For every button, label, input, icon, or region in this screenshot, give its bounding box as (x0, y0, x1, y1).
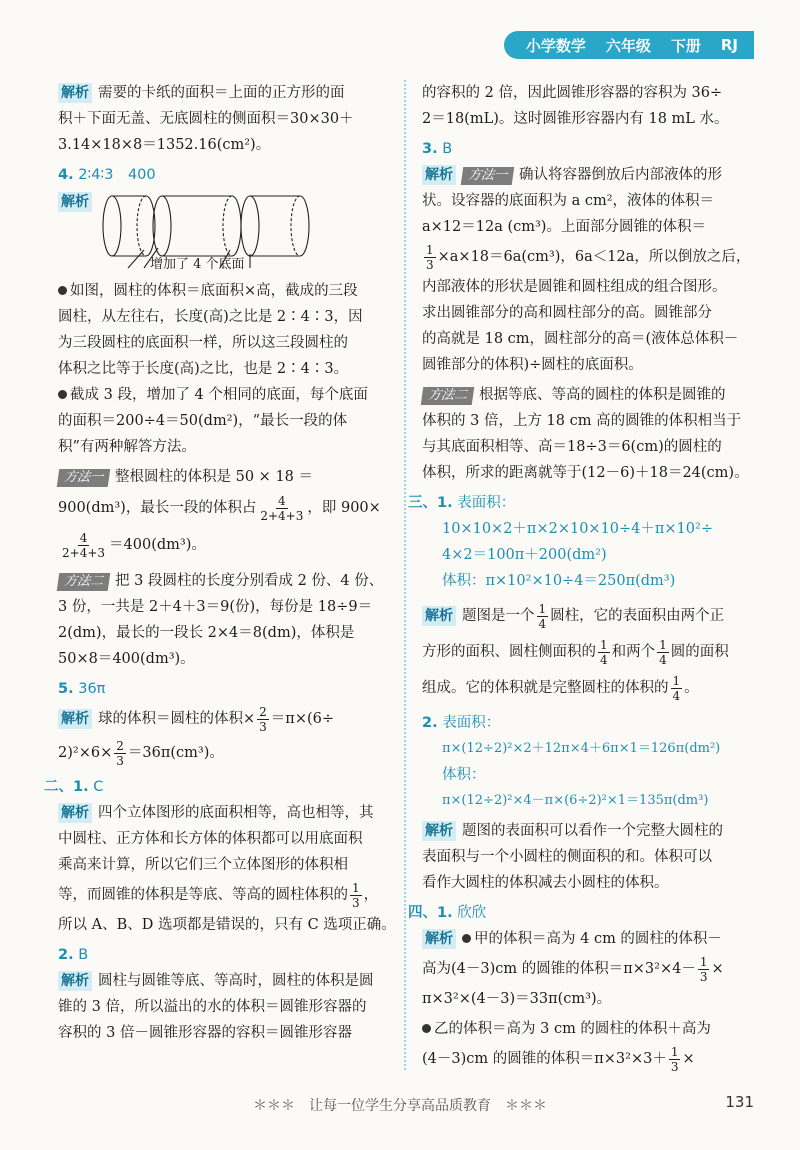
fraction: $\frac{1}{4}$ (538, 601, 547, 631)
text-line: 体积的 3 倍，上方 18 cm 高的圆锥的体积相当于 (422, 413, 742, 429)
section-3-q2: 2. 表面积： (422, 715, 501, 731)
jiexi-tag: 解析 (422, 606, 456, 626)
left-column (44, 80, 396, 1046)
text-line: 状。设容器的底面积为 a cm²，液体的体积＝ (422, 193, 715, 209)
fraction: $\frac{1}{3}$ (352, 880, 360, 910)
header-subject: 小学数学 (525, 36, 586, 55)
question-3: 3. B (422, 141, 453, 157)
header-term: 下册 (670, 36, 701, 55)
text-line: 解析 需要的卡纸的面积＝上面的正方形的面 (58, 80, 396, 106)
formula-line: π×(12÷2)²×4－π×(6÷2)²×1＝135π(dm³) (442, 793, 709, 808)
text-line: 方法二 根据等底、等高的圆柱的体积是圆锥的 (422, 382, 766, 408)
text-line: 体积之比等于长度(高)之比，也是 2∶4∶3。 (58, 361, 349, 377)
text-line: 所以 A、B、D 选项都是错误的，只有 C 选项正确。 (58, 917, 396, 933)
text-line: 解析 方法一 确认将容器倒放后内部液体的形 (422, 162, 766, 188)
jiexi-tag: 解析 (58, 192, 92, 212)
bullet-icon (422, 1024, 431, 1033)
text-line: 内部液体的形状是圆锥和圆柱组成的组合图形。 (422, 279, 727, 295)
fraction: $\frac{1}{4}$ (600, 637, 608, 667)
column-divider (404, 80, 406, 1070)
page-number: 131 (725, 1093, 754, 1111)
text-line: 解析 四个立体图形的底面积相等，高也相等，其 (58, 800, 396, 826)
right-column (408, 80, 766, 1076)
text-line: 乙的体积＝高为 3 cm 的圆柱的体积＋高为 (422, 1016, 766, 1042)
section-4-q1: 四、1. 欣欣 (408, 905, 487, 921)
text-line: 为三段圆柱的底面积一样，所以这三段圆柱的 (58, 335, 348, 351)
text-line: 的面积＝200÷4＝50(dm²)，“最长一段的体 (58, 413, 348, 429)
text-line: 解析 题图是一个 $\frac{1}{4}$ 圆柱，它的表面积由两个正 (422, 598, 766, 634)
fraction: $\frac{4}{2+4+3}$ (260, 493, 304, 523)
method-2-tag: 方法二 (421, 387, 475, 405)
text-line: 容积的 3 倍－圆锥形容器的容积＝圆锥形容器 (58, 1025, 352, 1041)
text-line: 看作大圆柱的体积减去小圆柱的体积。 (422, 875, 669, 891)
text-line: 解析 球的体积＝圆柱的体积× $\frac{2}{3}$ ＝π×(6÷ (58, 702, 396, 736)
text-line: 乘高来计算，所以它们三个立体图形的体积相 (58, 857, 348, 873)
text-line: 2)²×6× $\frac{2}{3}$ ＝36π(cm³)。 (58, 738, 224, 768)
footer-slogan: ＊＊＊ 让每一位学生分享高品质教育 ＊＊＊ (253, 1098, 547, 1114)
fraction: $\frac{4}{2+4+3}$ (62, 530, 106, 560)
bullet-icon (58, 286, 67, 295)
jiexi-tag: 解析 (58, 83, 92, 103)
method-1-tag: 方法一 (57, 469, 111, 487)
fraction: $\frac{1}{3}$ (426, 242, 434, 272)
text-line: 组成。它的体积就是完整圆柱的体积的 $\frac{1}{4}$ 。 (422, 673, 699, 703)
text-line: $\frac{1}{3}$ ×a×18＝6a(cm³)，6a＜12a，所以倒放之后， (426, 242, 751, 272)
text-line: 解析 甲的体积＝高为 4 cm 的圆柱的体积－ (422, 926, 766, 952)
text-line: 解析 题图的表面积可以看作一个完整大圆柱的 (422, 818, 766, 844)
text-line: 截成 3 段，增加了 4 个相同的底面，每个底面 (58, 382, 396, 408)
text-line: 的容积的 2 倍，因此圆锥形容器的容积为 36÷ (422, 85, 723, 101)
formula-line: 体积： (442, 767, 486, 783)
fraction: $\frac{1}{3}$ (670, 1044, 679, 1074)
text-line: 圆柱，从左往右，长度(高)之比是 2∶4∶3，因 (58, 309, 363, 325)
text-line: 与其底面积相等、高＝18÷3＝6(cm)的圆柱的 (422, 439, 722, 455)
question-4: 4. 2∶4∶3 400 (58, 167, 156, 183)
text-line: 积”有两种解答方法。 (58, 439, 196, 455)
text-line: 解析 圆柱与圆锥等底、等高时，圆柱的体积是圆 (58, 968, 396, 994)
figure-caption: 增加了 4 个底面 (150, 257, 245, 272)
text-line: 中圆柱、正方体和长方体的体积都可以用底面积 (58, 831, 363, 847)
bullet-icon (58, 390, 67, 399)
formula-line: 体积：π×10²×10÷4＝250π(dm³) (442, 573, 676, 589)
text-line: $\frac{4}{2+4+3}$ ＝400(dm³)。 (62, 530, 206, 560)
text-line: 3 份，一共是 2＋4＋3＝9(份)，每份是 18÷9＝ (58, 599, 373, 615)
section-2-q2: 2. B (58, 947, 89, 963)
text-line: 锥的 3 倍，所以溢出的水的体积＝圆锥形容器的 (58, 999, 367, 1015)
text-line: 2(dm)，最长的一段长 2×4＝8(dm)，体积是 (58, 625, 355, 641)
text-line: (4－3)cm 的圆锥的体积＝π×3²×3＋ $\frac{1}{3}$ × (422, 1044, 695, 1074)
fraction: $\frac{1}{3}$ (699, 954, 708, 984)
header-banner (504, 31, 754, 59)
jiexi-tag: 解析 (58, 803, 92, 823)
text-line: 高为(4－3)cm 的圆锥的体积＝π×3²×4－ $\frac{1}{3}$ × (422, 954, 724, 984)
method-2-tag: 方法二 (57, 573, 111, 591)
formula-line: π×(12÷2)²×2＋12π×4＋6π×1＝126π(dm²) (442, 741, 721, 756)
text-line: 900(dm³)，最长一段的体积占 $\frac{4}{2+4+3}$ ，即 900× (58, 493, 381, 523)
fraction: $\frac{1}{4}$ (659, 637, 667, 667)
text-line: π×3²×(4－3)＝33π(cm³)。 (422, 991, 612, 1007)
header-edition: RJ (720, 36, 738, 54)
jiexi-tag: 解析 (58, 971, 92, 991)
jiexi-tag: 解析 (422, 929, 456, 949)
section-2-q1: 二、1. C (44, 779, 104, 795)
section-3-q1: 三、1. 表面积： (408, 495, 516, 511)
text-line: 方法二 把 3 段圆柱的长度分别看成 2 份、4 份、 (58, 568, 396, 594)
jiexi-tag: 解析 (58, 709, 92, 729)
text-line: 的高就是 18 cm，圆柱部分的高＝(液体总体积－ (422, 331, 739, 347)
header-grade: 六年级 (605, 36, 651, 55)
text-line: 2＝18(mL)。这时圆锥形容器内有 18 mL 水。 (422, 111, 729, 127)
formula-line: 4×2＝100π＋200(dm²) (442, 547, 607, 563)
text-line: 50×8＝400(dm³)。 (58, 651, 195, 667)
text-line: 3.14×18×8＝1352.16(cm²)。 (58, 137, 271, 153)
fraction: $\frac{1}{4}$ (672, 673, 681, 703)
jiexi-tag: 解析 (422, 821, 456, 841)
text-line: 积＋下面无盖、无底圆柱的侧面积＝30×30＋ (58, 111, 354, 127)
formula-line: 10×10×2＋π×2×10×10÷4＋π×10²÷ (442, 521, 713, 537)
fraction: $\frac{2}{3}$ (116, 738, 124, 768)
method-1-tag: 方法一 (461, 167, 515, 185)
text-line: 方形的面积、圆柱侧面积的 $\frac{1}{4}$ 和两个 $\frac{1}{4}$ 圆的面积 (422, 637, 729, 667)
text-line: 表面积与一个小圆柱的侧面积的和。体积可以 (422, 849, 712, 865)
text-line: 方法一 整根圆柱的体积是 50 × 18 ＝ (58, 464, 396, 490)
question-5: 5. 36π (58, 681, 106, 697)
text-line: 如图，圆柱的体积＝底面积×高，截成的三段 (58, 278, 396, 304)
text-line: 等，而圆锥的体积是等底、等高的圆柱体积的 $\frac{1}{3}$ ， (58, 880, 379, 910)
fraction: $\frac{2}{3}$ (259, 704, 267, 734)
bullet-icon (462, 934, 471, 943)
text-line: 体积，所求的距离就等于(12－6)＋18＝24(cm)。 (422, 465, 749, 481)
jiexi-tag: 解析 (422, 165, 456, 185)
text-line: 圆锥部分的体积)÷圆柱的底面积。 (422, 357, 643, 373)
text-line: a×12＝12a (cm³)。上面部分圆锥的体积＝ (422, 219, 706, 235)
text-line: 求出圆锥部分的高和圆柱部分的高。圆锥部分 (422, 305, 712, 321)
